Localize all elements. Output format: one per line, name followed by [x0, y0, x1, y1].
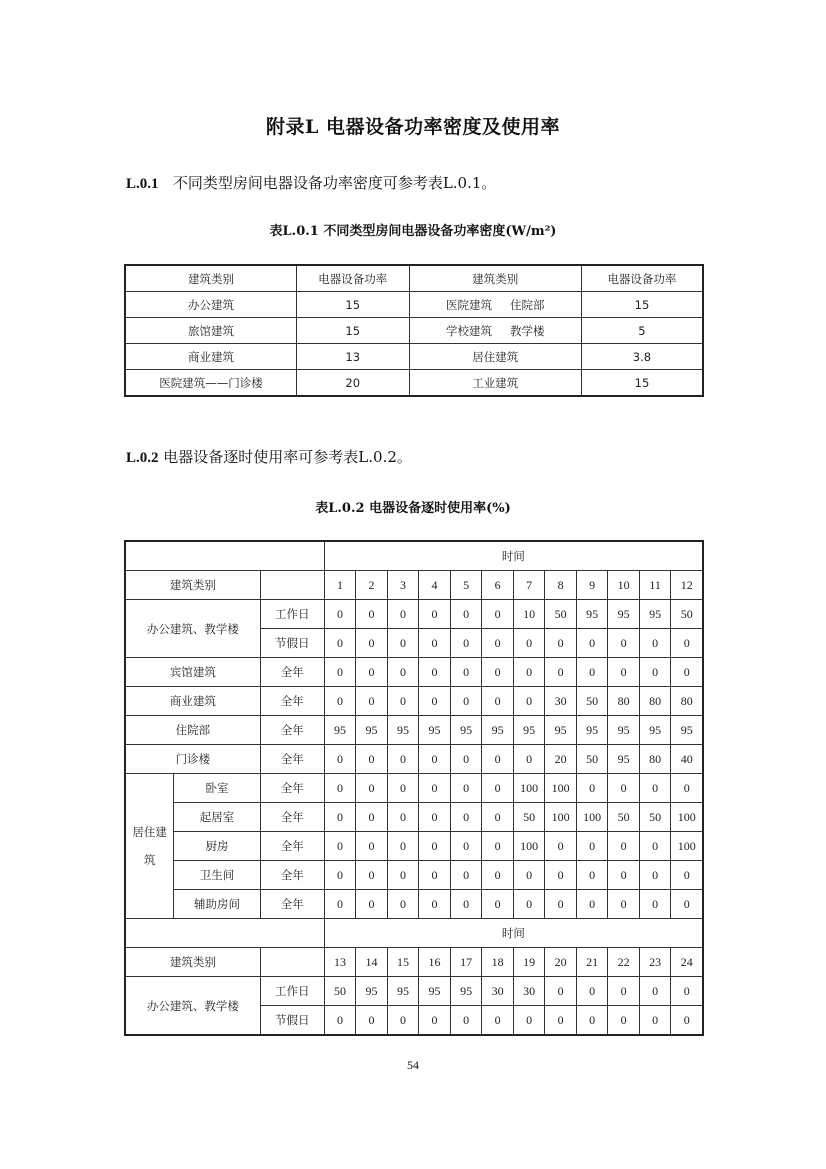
- value-cell: 0: [576, 1006, 608, 1036]
- value-cell: 50: [324, 977, 356, 1006]
- cell: 商业建筑: [125, 344, 296, 370]
- table-row: [125, 948, 703, 977]
- value-cell: 50: [608, 803, 640, 832]
- value-cell: 95: [450, 977, 482, 1006]
- value-cell: 30: [482, 977, 514, 1006]
- header-cell: 建筑类别: [409, 265, 581, 292]
- value-cell: 0: [324, 861, 356, 890]
- cell: 15: [296, 318, 409, 344]
- value-cell: 100: [513, 774, 545, 803]
- building-type-cell: 商业建筑: [125, 687, 260, 716]
- table-row: [125, 571, 703, 600]
- value-cell: 10: [608, 571, 640, 600]
- value-cell: 0: [387, 890, 419, 919]
- value-cell: 0: [387, 832, 419, 861]
- value-cell: 0: [513, 629, 545, 658]
- value-cell: 10: [513, 600, 545, 629]
- value-cell: 0: [639, 977, 671, 1006]
- value-cell: 22: [608, 948, 640, 977]
- value-cell: 95: [513, 716, 545, 745]
- value-cell: 95: [356, 977, 388, 1006]
- value-cell: 13: [324, 948, 356, 977]
- value-cell: 0: [450, 774, 482, 803]
- value-cell: 0: [608, 832, 640, 861]
- value-cell: 0: [419, 832, 451, 861]
- value-cell: 95: [608, 716, 640, 745]
- value-cell: 0: [513, 861, 545, 890]
- value-cell: 0: [450, 832, 482, 861]
- period-cell: 全年: [260, 774, 324, 803]
- building-type-cell: 办公建筑、教学楼: [125, 977, 260, 1036]
- value-cell: 0: [671, 629, 703, 658]
- value-cell: 0: [482, 1006, 514, 1036]
- value-cell: 0: [356, 803, 388, 832]
- value-cell: 95: [576, 716, 608, 745]
- header-cell: 电器设备功率: [581, 265, 703, 292]
- value-cell: 3: [387, 571, 419, 600]
- cell: 5: [581, 318, 703, 344]
- value-cell: 16: [419, 948, 451, 977]
- value-cell: 0: [671, 1006, 703, 1036]
- value-cell: 0: [513, 890, 545, 919]
- value-cell: 0: [450, 803, 482, 832]
- value-cell: 11: [639, 571, 671, 600]
- table1-caption: 表L.0.1 不同类型房间电器设备功率密度(W/m²): [269, 224, 557, 239]
- category-header: 建筑类别: [125, 948, 260, 977]
- value-cell: 0: [545, 658, 577, 687]
- value-cell: 0: [482, 774, 514, 803]
- value-cell: 0: [608, 890, 640, 919]
- value-cell: 95: [639, 600, 671, 629]
- value-cell: 0: [450, 745, 482, 774]
- value-cell: 0: [387, 861, 419, 890]
- value-cell: 0: [387, 629, 419, 658]
- period-cell: 全年: [260, 890, 324, 919]
- blank-cell: [260, 571, 324, 600]
- cell: 工业建筑: [409, 370, 581, 397]
- table-row: [125, 919, 703, 948]
- table-row: [125, 344, 703, 370]
- value-cell: 30: [545, 687, 577, 716]
- period-cell: 全年: [260, 658, 324, 687]
- value-cell: 0: [324, 745, 356, 774]
- value-cell: 95: [356, 716, 388, 745]
- value-cell: 95: [387, 977, 419, 1006]
- value-cell: 0: [356, 629, 388, 658]
- value-cell: 0: [639, 861, 671, 890]
- paragraph-l02: [126, 446, 412, 467]
- value-cell: 0: [513, 745, 545, 774]
- value-cell: 30: [513, 977, 545, 1006]
- value-cell: 0: [450, 600, 482, 629]
- value-cell: 1: [324, 571, 356, 600]
- page-number: 54: [407, 1058, 419, 1072]
- value-cell: 0: [576, 977, 608, 1006]
- clause-text: 不同类型房间电器设备功率密度可参考表L.0.1。: [172, 174, 497, 192]
- value-cell: 80: [639, 687, 671, 716]
- period-cell: 全年: [260, 716, 324, 745]
- value-cell: 17: [450, 948, 482, 977]
- residential-label-cell: 居住建筑: [125, 774, 174, 919]
- value-cell: 0: [545, 861, 577, 890]
- building-type-cell: 门诊楼: [125, 745, 260, 774]
- value-cell: 100: [513, 832, 545, 861]
- value-cell: 0: [419, 600, 451, 629]
- room-cell: 厨房: [174, 832, 260, 861]
- value-cell: 0: [450, 861, 482, 890]
- value-cell: 0: [356, 687, 388, 716]
- value-cell: 0: [671, 977, 703, 1006]
- value-cell: 4: [419, 571, 451, 600]
- cell: 办公建筑: [125, 292, 296, 318]
- value-cell: 0: [387, 658, 419, 687]
- value-cell: 0: [482, 832, 514, 861]
- value-cell: 0: [419, 658, 451, 687]
- cell: 3.8: [581, 344, 703, 370]
- value-cell: 20: [545, 745, 577, 774]
- value-cell: 50: [576, 687, 608, 716]
- value-cell: 95: [482, 716, 514, 745]
- table-row: [125, 370, 703, 397]
- cell: 15: [581, 292, 703, 318]
- value-cell: 0: [639, 1006, 671, 1036]
- table-row: [125, 977, 703, 1006]
- value-cell: 95: [450, 716, 482, 745]
- value-cell: 0: [324, 803, 356, 832]
- room-cell: 卧室: [174, 774, 260, 803]
- cell: 15: [581, 370, 703, 397]
- value-cell: 0: [450, 629, 482, 658]
- value-cell: 0: [324, 832, 356, 861]
- value-cell: 80: [639, 745, 671, 774]
- value-cell: 0: [387, 600, 419, 629]
- value-cell: 0: [671, 774, 703, 803]
- value-cell: 6: [482, 571, 514, 600]
- table-row: [125, 716, 703, 745]
- value-cell: 95: [545, 716, 577, 745]
- building-type-cell: 住院部: [125, 716, 260, 745]
- value-cell: 0: [482, 745, 514, 774]
- table-row: [125, 318, 703, 344]
- value-cell: 20: [545, 948, 577, 977]
- cell-text: 医院建筑: [445, 297, 492, 312]
- value-cell: 0: [450, 1006, 482, 1036]
- time-header: 时间: [324, 919, 703, 948]
- value-cell: 100: [576, 803, 608, 832]
- paragraph-l01: [126, 172, 496, 193]
- value-cell: 0: [324, 1006, 356, 1036]
- value-cell: 50: [513, 803, 545, 832]
- value-cell: 0: [608, 861, 640, 890]
- clause-number: L.0.2: [126, 450, 159, 466]
- cell: [409, 318, 581, 344]
- table-row: [125, 832, 703, 861]
- cell: 13: [296, 344, 409, 370]
- value-cell: 0: [482, 629, 514, 658]
- building-type-cell: 宾馆建筑: [125, 658, 260, 687]
- table-row: [125, 600, 703, 629]
- cell: 20: [296, 370, 409, 397]
- clause-number: L.0.1: [126, 176, 159, 192]
- category-header: 建筑类别: [125, 571, 260, 600]
- value-cell: 0: [356, 658, 388, 687]
- period-cell: 工作日: [260, 977, 324, 1006]
- cell: 居住建筑: [409, 344, 581, 370]
- value-cell: 0: [356, 745, 388, 774]
- value-cell: 0: [324, 890, 356, 919]
- value-cell: 0: [324, 774, 356, 803]
- value-cell: 0: [545, 1006, 577, 1036]
- header-cell: 电器设备功率: [296, 265, 409, 292]
- value-cell: 0: [608, 1006, 640, 1036]
- value-cell: 0: [608, 774, 640, 803]
- value-cell: 0: [576, 890, 608, 919]
- cell-text: 教学楼: [509, 323, 545, 338]
- value-cell: 80: [671, 687, 703, 716]
- value-cell: 0: [545, 890, 577, 919]
- value-cell: 0: [545, 629, 577, 658]
- value-cell: 95: [639, 716, 671, 745]
- value-cell: 18: [482, 948, 514, 977]
- value-cell: 0: [419, 861, 451, 890]
- value-cell: 0: [513, 658, 545, 687]
- value-cell: 0: [545, 832, 577, 861]
- value-cell: 23: [639, 948, 671, 977]
- table-row: [125, 541, 703, 571]
- building-type-cell: 办公建筑、教学楼: [125, 600, 260, 658]
- value-cell: 0: [387, 687, 419, 716]
- value-cell: 100: [671, 803, 703, 832]
- value-cell: 0: [639, 658, 671, 687]
- value-cell: 0: [671, 861, 703, 890]
- value-cell: 0: [419, 803, 451, 832]
- cell-text: 学校建筑: [445, 323, 492, 338]
- value-cell: 0: [419, 1006, 451, 1036]
- value-cell: 0: [639, 890, 671, 919]
- value-cell: 0: [324, 629, 356, 658]
- value-cell: 0: [324, 687, 356, 716]
- table2-caption: 表L.0.2 电器设备逐时使用率(%): [315, 501, 511, 516]
- period-cell: 全年: [260, 687, 324, 716]
- cell: 15: [296, 292, 409, 318]
- power-density-table: [124, 264, 704, 397]
- value-cell: 0: [387, 803, 419, 832]
- value-cell: 19: [513, 948, 545, 977]
- value-cell: 0: [450, 658, 482, 687]
- value-cell: 95: [324, 716, 356, 745]
- table-row: [125, 861, 703, 890]
- table-row: [125, 292, 703, 318]
- room-cell: 起居室: [174, 803, 260, 832]
- period-cell: 节假日: [260, 629, 324, 658]
- value-cell: 15: [387, 948, 419, 977]
- value-cell: 0: [576, 629, 608, 658]
- value-cell: 21: [576, 948, 608, 977]
- value-cell: 0: [387, 745, 419, 774]
- value-cell: 95: [608, 600, 640, 629]
- blank-cell: [125, 919, 324, 948]
- table-row: [125, 658, 703, 687]
- blank-cell: [125, 541, 324, 571]
- value-cell: 0: [324, 658, 356, 687]
- value-cell: 8: [545, 571, 577, 600]
- value-cell: 0: [608, 629, 640, 658]
- value-cell: 0: [356, 832, 388, 861]
- value-cell: 0: [482, 600, 514, 629]
- value-cell: 95: [608, 745, 640, 774]
- table-row: [125, 803, 703, 832]
- value-cell: 0: [387, 1006, 419, 1036]
- value-cell: 0: [356, 774, 388, 803]
- value-cell: 0: [482, 687, 514, 716]
- value-cell: 0: [482, 861, 514, 890]
- value-cell: 0: [419, 774, 451, 803]
- value-cell: 0: [671, 658, 703, 687]
- value-cell: 100: [545, 774, 577, 803]
- value-cell: 95: [419, 716, 451, 745]
- value-cell: 0: [639, 774, 671, 803]
- table-row: [125, 687, 703, 716]
- cell: [409, 292, 581, 318]
- value-cell: 95: [419, 977, 451, 1006]
- page-title: 附录L 电器设备功率密度及使用率: [266, 116, 560, 138]
- room-cell: 卫生间: [174, 861, 260, 890]
- value-cell: 50: [576, 745, 608, 774]
- value-cell: 9: [576, 571, 608, 600]
- value-cell: 0: [639, 629, 671, 658]
- value-cell: 95: [387, 716, 419, 745]
- value-cell: 0: [482, 658, 514, 687]
- table-row: [125, 774, 703, 803]
- value-cell: 0: [576, 658, 608, 687]
- table-row: [125, 890, 703, 919]
- value-cell: 0: [419, 745, 451, 774]
- value-cell: 7: [513, 571, 545, 600]
- value-cell: 0: [639, 832, 671, 861]
- period-cell: 全年: [260, 861, 324, 890]
- value-cell: 100: [545, 803, 577, 832]
- value-cell: 0: [356, 861, 388, 890]
- value-cell: 0: [450, 890, 482, 919]
- value-cell: 0: [450, 687, 482, 716]
- value-cell: 0: [419, 890, 451, 919]
- cell: 医院建筑——门诊楼: [125, 370, 296, 397]
- value-cell: 100: [671, 832, 703, 861]
- period-cell: 全年: [260, 832, 324, 861]
- value-cell: 0: [608, 658, 640, 687]
- value-cell: 95: [576, 600, 608, 629]
- blank-cell: [260, 948, 324, 977]
- value-cell: 0: [356, 890, 388, 919]
- value-cell: 14: [356, 948, 388, 977]
- value-cell: 50: [639, 803, 671, 832]
- value-cell: 95: [671, 716, 703, 745]
- value-cell: 0: [324, 600, 356, 629]
- value-cell: 40: [671, 745, 703, 774]
- value-cell: 0: [482, 890, 514, 919]
- room-cell: 辅助房间: [174, 890, 260, 919]
- value-cell: 12: [671, 571, 703, 600]
- value-cell: 80: [608, 687, 640, 716]
- period-cell: 全年: [260, 745, 324, 774]
- header-cell: 建筑类别: [125, 265, 296, 292]
- value-cell: 50: [545, 600, 577, 629]
- table-row: [125, 745, 703, 774]
- value-cell: 0: [671, 890, 703, 919]
- period-cell: 全年: [260, 803, 324, 832]
- value-cell: 0: [545, 977, 577, 1006]
- cell-text: 住院部: [509, 297, 545, 312]
- value-cell: 0: [482, 803, 514, 832]
- time-header: 时间: [324, 541, 703, 571]
- value-cell: 0: [387, 774, 419, 803]
- value-cell: 24: [671, 948, 703, 977]
- period-cell: 工作日: [260, 600, 324, 629]
- value-cell: 0: [576, 774, 608, 803]
- value-cell: 0: [576, 861, 608, 890]
- value-cell: 0: [576, 832, 608, 861]
- value-cell: 0: [419, 629, 451, 658]
- value-cell: 0: [356, 1006, 388, 1036]
- hourly-usage-table: [124, 540, 704, 1036]
- value-cell: 0: [356, 600, 388, 629]
- table-header-row: [125, 265, 703, 292]
- period-cell: 节假日: [260, 1006, 324, 1036]
- clause-text: 电器设备逐时使用率可参考表L.0.2。: [163, 448, 412, 466]
- value-cell: 0: [513, 1006, 545, 1036]
- cell: 旅馆建筑: [125, 318, 296, 344]
- value-cell: 0: [513, 687, 545, 716]
- value-cell: 2: [356, 571, 388, 600]
- value-cell: 0: [419, 687, 451, 716]
- value-cell: 0: [608, 977, 640, 1006]
- value-cell: 5: [450, 571, 482, 600]
- value-cell: 50: [671, 600, 703, 629]
